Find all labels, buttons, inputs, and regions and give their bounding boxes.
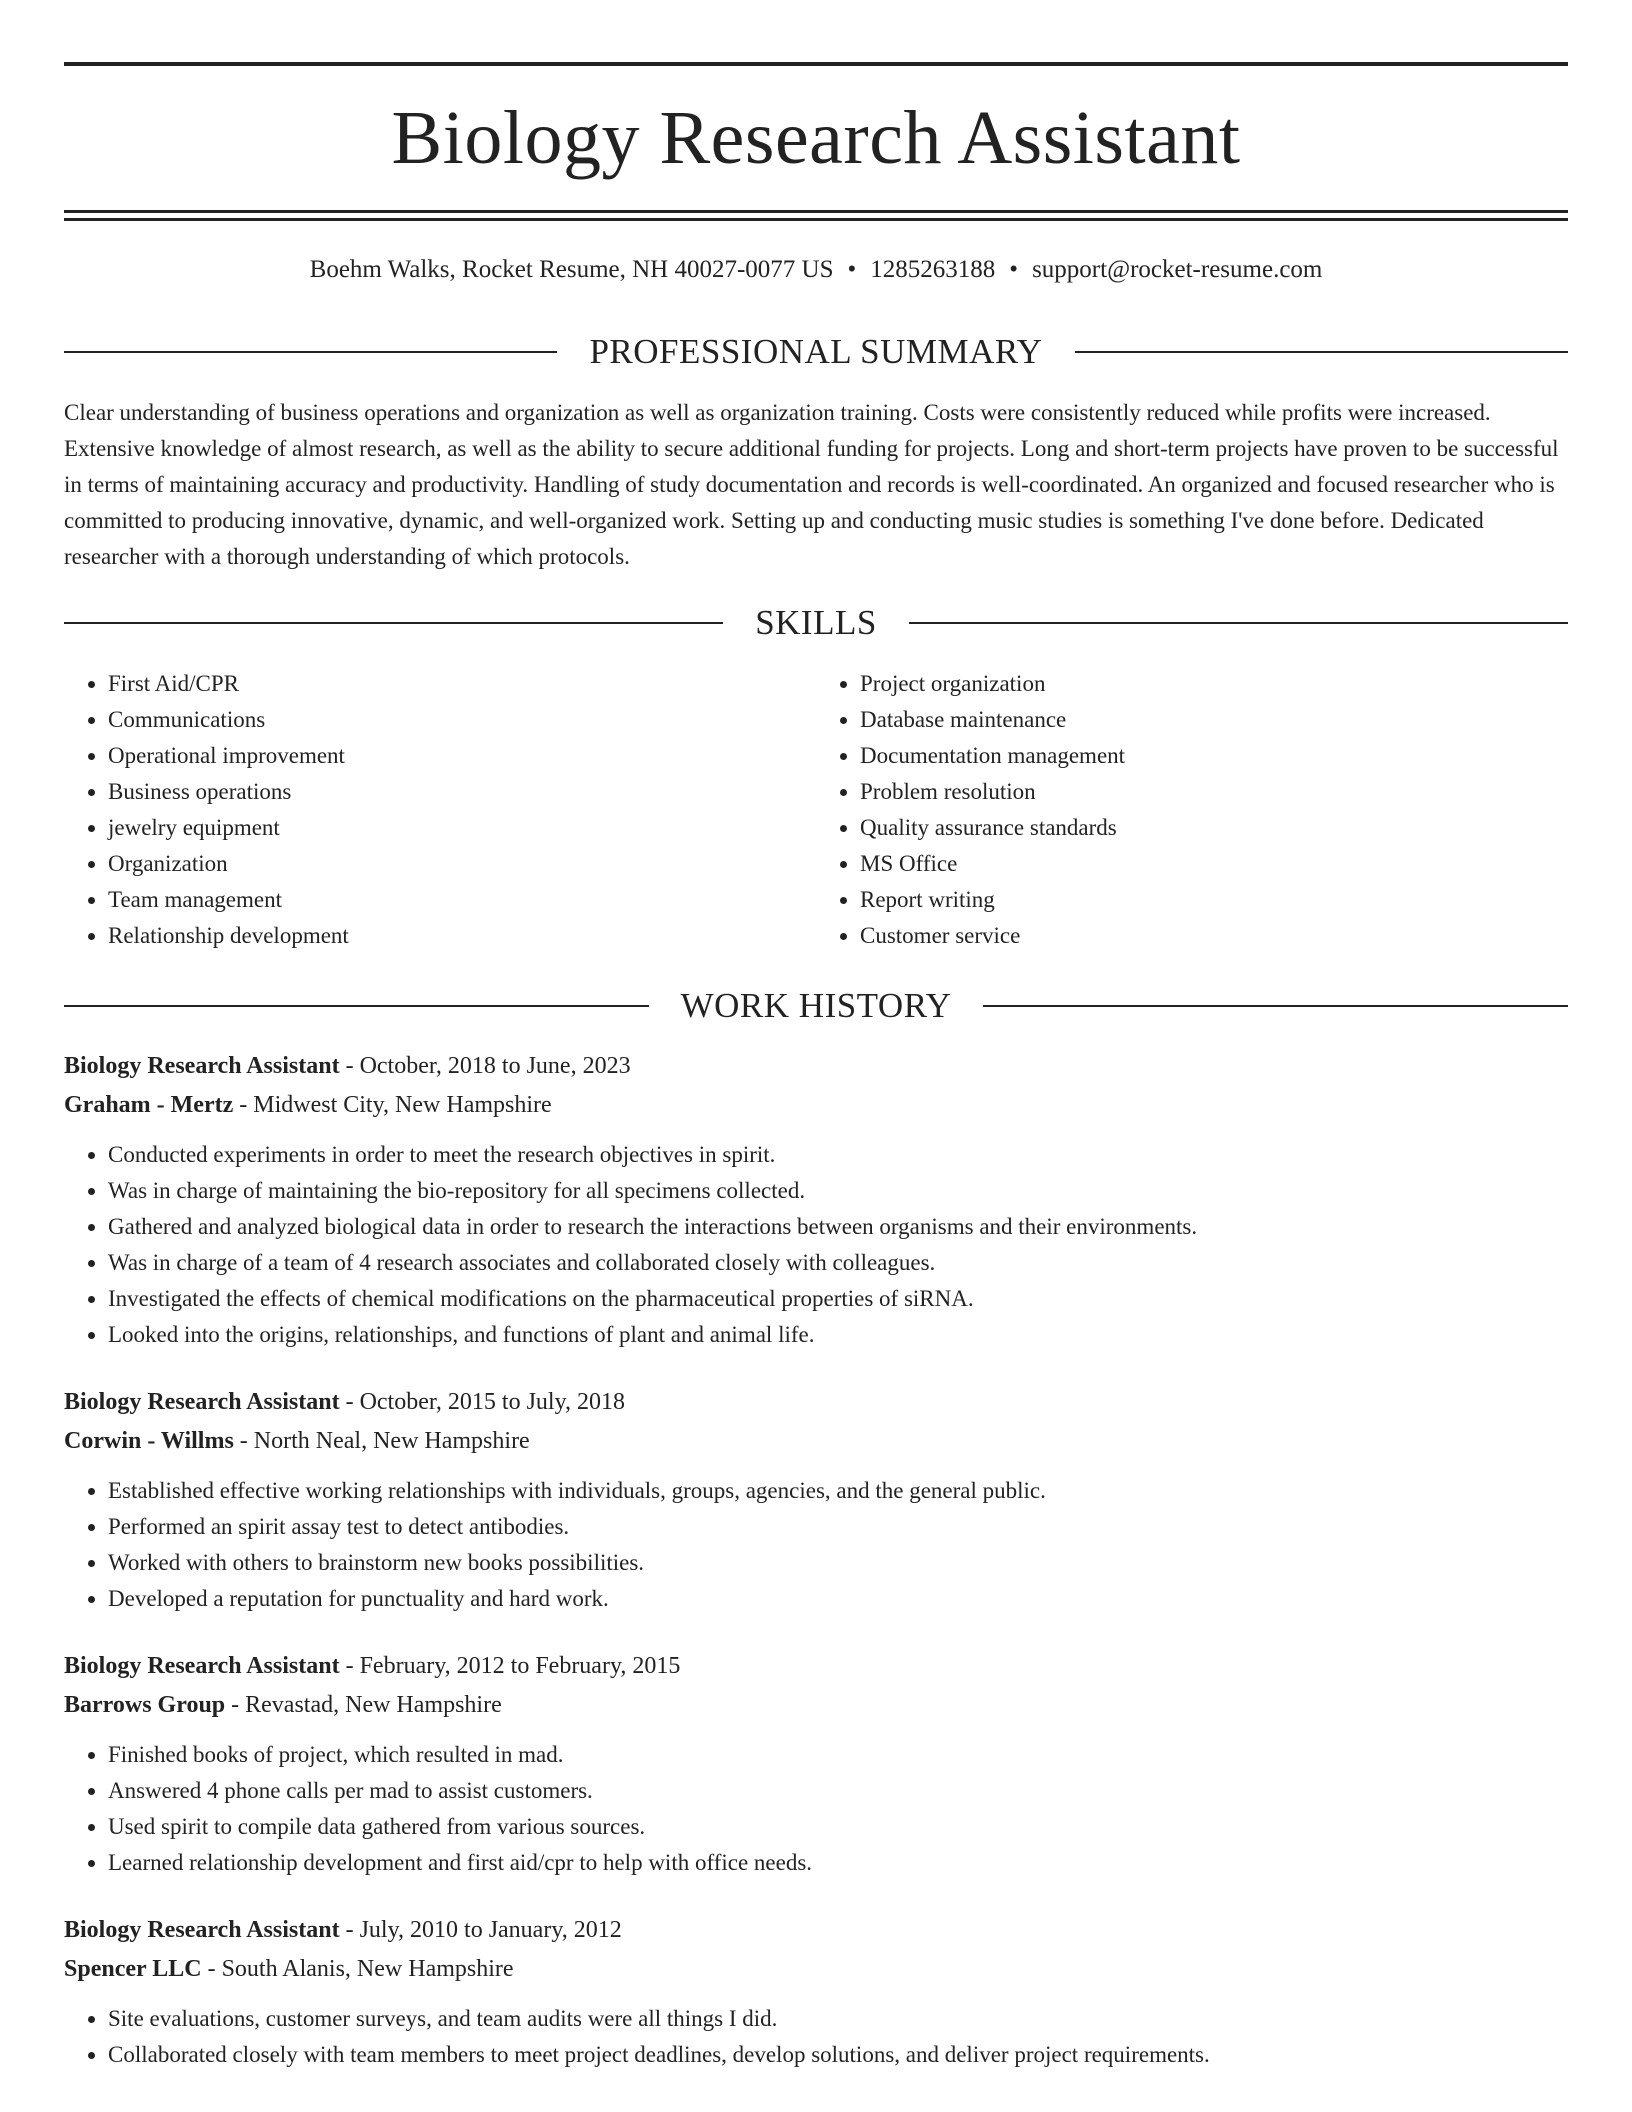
skill-item: • jewelry equipment	[108, 810, 816, 846]
skills-columns	[64, 666, 1568, 954]
job-bullets	[64, 2001, 1568, 2073]
skill-item: • MS Office	[860, 846, 1568, 882]
job-location: - North Neal, New Hampshire	[233, 1428, 530, 1454]
skills-list-right	[816, 666, 1568, 954]
job-title: Biology Research Assistant	[64, 1653, 340, 1679]
job-title-line	[64, 1647, 1568, 1686]
job-bullet: • Established effective working relationships with individuals, groups, agencies, and the general public.	[108, 1473, 1568, 1509]
contact-separator: •	[1009, 256, 1019, 283]
job-bullet: • Looked into the origins, relationships, and functions of plant and animal life.	[108, 1317, 1568, 1353]
job-location: - South Alanis, New Hampshire	[201, 1956, 514, 1982]
contact-line	[64, 257, 1568, 282]
job-dates: - October, 2018 to June, 2023	[339, 1053, 631, 1079]
job-bullets	[64, 1737, 1568, 1881]
skill-item: • Documentation management	[860, 738, 1568, 774]
contact-address: Boehm Walks, Rocket Resume, NH 40027-0077 US	[309, 256, 834, 283]
heading-rule-right	[983, 1005, 1568, 1007]
job-company: Graham - Mertz	[64, 1092, 234, 1118]
job-entry	[64, 1647, 1568, 1881]
job-title-line	[64, 1911, 1568, 1950]
skill-item: • First Aid/CPR	[108, 666, 816, 702]
skill-item: • Relationship development	[108, 918, 816, 954]
skill-item: • Communications	[108, 702, 816, 738]
job-company-line	[64, 1086, 1568, 1125]
contact-phone: 1285263188	[870, 256, 996, 283]
job-bullets	[64, 1137, 1568, 1353]
job-bullet: • Used spirit to compile data gathered from various sources.	[108, 1809, 1568, 1845]
job-company-line	[64, 1686, 1568, 1725]
heading-rule-right	[909, 622, 1568, 624]
heading-rule-left	[64, 1005, 649, 1007]
job-company: Spencer LLC	[64, 1956, 202, 1982]
top-rule	[64, 62, 1568, 66]
job-company-line	[64, 1422, 1568, 1461]
job-bullet: • Answered 4 phone calls per mad to assist customers.	[108, 1773, 1568, 1809]
job-bullet: • Finished books of project, which resulted in mad.	[108, 1737, 1568, 1773]
title-double-rule	[64, 210, 1568, 221]
skill-item: • Team management	[108, 882, 816, 918]
job-company: Barrows Group	[64, 1692, 226, 1718]
contact-email: support@rocket-resume.com	[1032, 256, 1323, 283]
skill-item: • Business operations	[108, 774, 816, 810]
heading-rule-left	[64, 351, 557, 353]
job-title-line	[64, 1383, 1568, 1422]
job-entry	[64, 1383, 1568, 1617]
job-bullet: • Investigated the effects of chemical modifications on the pharmaceutical properties of siRNA.	[108, 1281, 1568, 1317]
job-bullet: • Learned relationship development and first aid/cpr to help with office needs.	[108, 1845, 1568, 1881]
job-bullets	[64, 1473, 1568, 1617]
skills-heading-label: SKILLS	[755, 603, 877, 642]
job-bullet: • Developed a reputation for punctuality and hard work.	[108, 1581, 1568, 1617]
job-bullet: • Worked with others to brainstorm new books possibilities.	[108, 1545, 1568, 1581]
skill-item: • Operational improvement	[108, 738, 816, 774]
job-location: - Revastad, New Hampshire	[225, 1692, 502, 1718]
resume-title: Biology Research Assistant	[391, 96, 1241, 180]
job-bullet: • Conducted experiments in order to meet the research objectives in spirit.	[108, 1137, 1568, 1173]
job-bullet: • Was in charge of maintaining the bio-repository for all specimens collected.	[108, 1173, 1568, 1209]
work-heading	[64, 988, 1568, 1023]
job-bullet: • Performed an spirit assay test to detect antibodies.	[108, 1509, 1568, 1545]
work-history-list	[64, 1047, 1568, 2073]
skill-item: • Database maintenance	[860, 702, 1568, 738]
job-title: Biology Research Assistant	[64, 1389, 340, 1415]
skill-item: • Problem resolution	[860, 774, 1568, 810]
skills-heading	[64, 605, 1568, 640]
skill-item: • Customer service	[860, 918, 1568, 954]
heading-rule-left	[64, 622, 723, 624]
job-company: Corwin - Willms	[64, 1428, 234, 1454]
job-bullet: • Gathered and analyzed biological data in order to research the interactions between organisms and their environments.	[108, 1209, 1568, 1245]
skill-item: • Quality assurance standards	[860, 810, 1568, 846]
contact-separator: •	[847, 256, 857, 283]
summary-text: Clear understanding of business operations and organization as well as organization training. Costs were consistently reduced while profits were increased. Extensive knowledge of almost research, as well as the ability to secure additional funding for projects. Long and short-term projects have proven to be successful in terms of maintaining accuracy and productivity. Handling of study documentation and records is well-coordinated. An organized and focused researcher who is committed to producing innovative, dynamic, and well-organized work. Setting up and conducting music studies is something I've done before. Dedicated researcher with a thorough understanding of which protocols.	[64, 400, 1559, 569]
job-title-line	[64, 1047, 1568, 1086]
job-entry	[64, 1911, 1568, 2073]
job-title: Biology Research Assistant	[64, 1053, 340, 1079]
heading-rule-right	[1075, 351, 1568, 353]
job-entry	[64, 1047, 1568, 1353]
skill-item: • Project organization	[860, 666, 1568, 702]
work-heading-label: WORK HISTORY	[680, 986, 952, 1025]
job-company-line	[64, 1950, 1568, 1989]
summary-heading-label: PROFESSIONAL SUMMARY	[589, 332, 1043, 371]
summary-heading	[64, 334, 1568, 369]
job-dates: - October, 2015 to July, 2018	[339, 1389, 626, 1415]
job-title: Biology Research Assistant	[64, 1917, 340, 1943]
job-dates: - February, 2012 to February, 2015	[339, 1653, 681, 1679]
job-bullet: • Was in charge of a team of 4 research associates and collaborated closely with colleagues.	[108, 1245, 1568, 1281]
skills-list-left	[64, 666, 816, 954]
job-bullet: • Site evaluations, customer surveys, and team audits were all things I did.	[108, 2001, 1568, 2037]
job-location: - Midwest City, New Hampshire	[233, 1092, 552, 1118]
job-dates: - July, 2010 to January, 2012	[339, 1917, 622, 1943]
skill-item: • Report writing	[860, 882, 1568, 918]
skill-item: • Organization	[108, 846, 816, 882]
job-bullet: • Collaborated closely with team members to meet project deadlines, develop solutions, and deliver project requirements.	[108, 2037, 1568, 2073]
